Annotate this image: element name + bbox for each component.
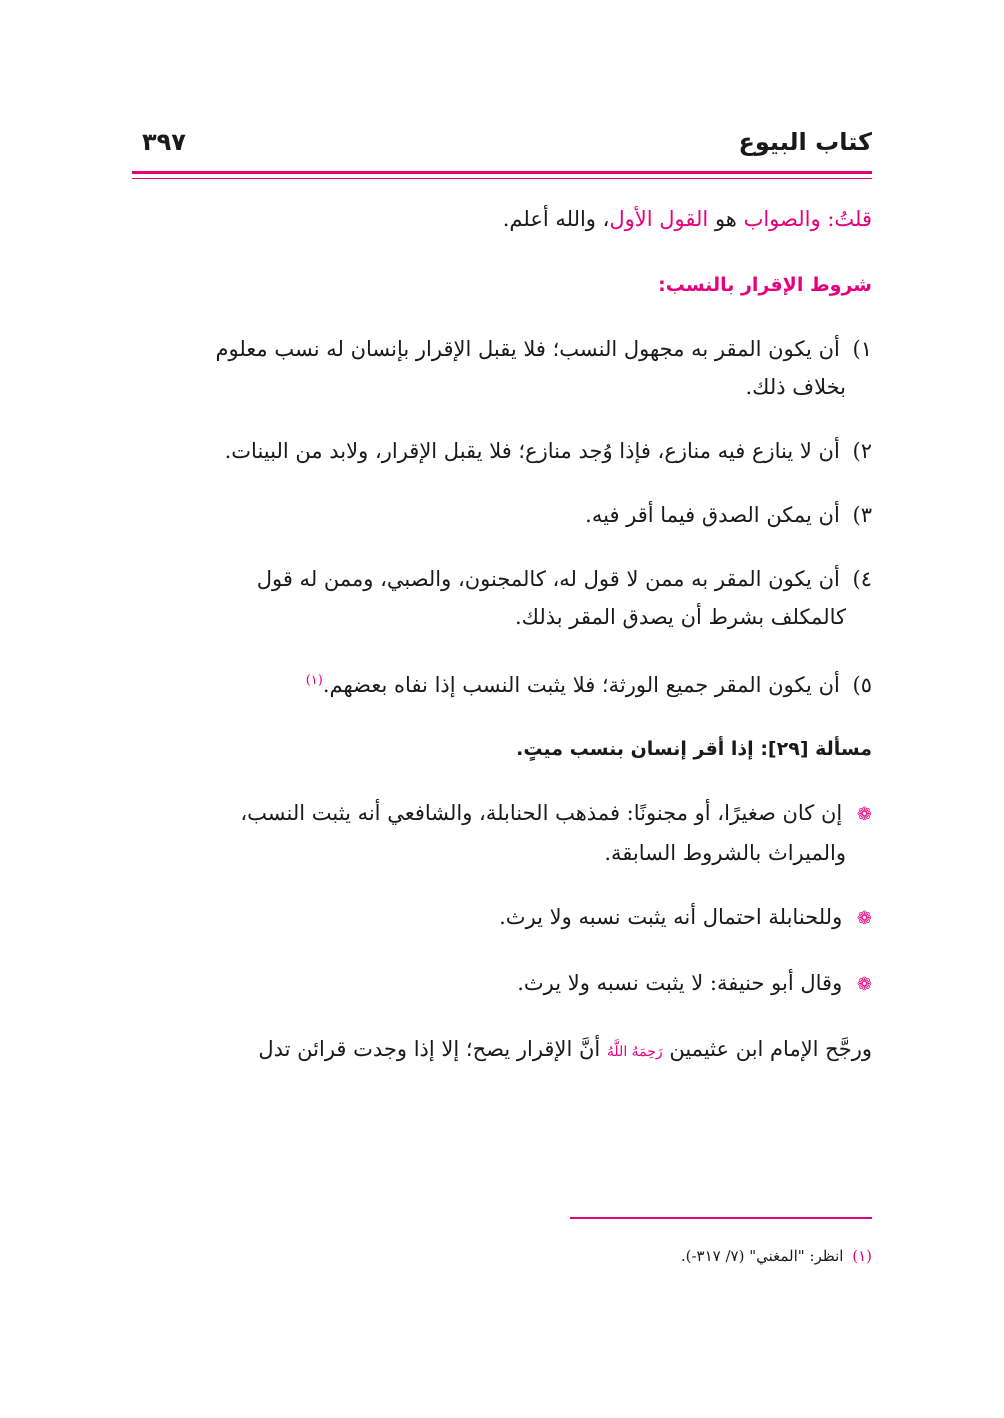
footnote bbox=[132, 1244, 872, 1268]
qult-label: قلتُ: bbox=[827, 207, 872, 231]
sawab-label: والصواب bbox=[743, 207, 821, 231]
condition-number: ٢) bbox=[852, 439, 872, 463]
bullet-item-1 bbox=[132, 794, 872, 872]
bullet-item-3 bbox=[132, 964, 872, 1004]
condition-item-2 bbox=[132, 432, 872, 470]
main-text bbox=[132, 200, 872, 1099]
condition-text: أن يكون المقر به مجهول النسب؛ فلا يقبل الإقرار بإنسان له نسب معلوم bbox=[215, 337, 840, 361]
condition-number: ٤) bbox=[852, 567, 872, 591]
closing-paragraph bbox=[132, 1030, 872, 1071]
condition-item-3 bbox=[132, 496, 872, 534]
masala-label: مسألة [٢٩]: bbox=[760, 738, 872, 760]
huwa-word: هو bbox=[714, 207, 737, 231]
header-rule-thick bbox=[132, 171, 872, 174]
condition-number: ١) bbox=[852, 337, 872, 361]
section-heading: شروط الإقرار بالنسب: bbox=[658, 274, 872, 296]
bullet-text: وللحنابلة احتمال أنه يثبت نسبه ولا يرث. bbox=[499, 905, 843, 929]
header-rule-thin bbox=[132, 178, 872, 179]
footnote-text: انظر: "المغني" (٧/ ٣١٧-). bbox=[680, 1247, 844, 1265]
footnote-number: (١) bbox=[852, 1247, 872, 1265]
closing-after: أنَّ الإقرار يصح؛ إلا إذا وجدت قرائن تدل bbox=[258, 1037, 601, 1061]
closing-before: ورجَّح الإمام ابن عثيمين bbox=[669, 1037, 872, 1061]
condition-text: أن يكون المقر جميع الورثة؛ فلا يثبت النسب إذا نفاه بعضهم. bbox=[322, 673, 840, 697]
page-number: ٣٩٧ bbox=[142, 128, 186, 156]
bullet-text: إن كان صغيرًا، أو مجنونًا: فمذهب الحنابلة، والشافعي أنه يثبت النسب، bbox=[240, 801, 843, 825]
bullet-item-2 bbox=[132, 898, 872, 938]
condition-item-5 bbox=[132, 662, 872, 704]
flower-bullet-icon: ❁ bbox=[856, 908, 872, 929]
footnote-reference[interactable]: (١) bbox=[305, 673, 323, 688]
condition-number: ٣) bbox=[852, 503, 872, 527]
condition-text: أن يكون المقر به ممن لا قول له، كالمجنون، والصبي، وممن له قول bbox=[256, 567, 840, 591]
honorific-text: رَحِمَهُ اللَّهُ bbox=[606, 1044, 663, 1060]
condition-continuation: كالمكلف بشرط أن يصدق المقر بذلك. bbox=[514, 605, 846, 629]
qawl-awwal: القول الأول bbox=[609, 207, 709, 231]
masala-title: إذا أقر إنسان بنسب ميتٍ. bbox=[516, 738, 754, 760]
condition-text: أن يمكن الصدق فيما أقر فيه. bbox=[585, 503, 840, 527]
condition-text: أن لا ينازع فيه منازع، فإذا وُجد منازع؛ فلا يقبل الإقرار، ولابد من البينات. bbox=[224, 439, 840, 463]
footnote-separator bbox=[570, 1217, 872, 1219]
intro-ending: ، والله أعلم. bbox=[502, 207, 610, 231]
condition-item-4 bbox=[132, 560, 872, 636]
condition-continuation: بخلاف ذلك. bbox=[745, 375, 846, 399]
condition-number: ٥) bbox=[852, 673, 872, 697]
bullet-continuation: والميراث بالشروط السابقة. bbox=[604, 841, 846, 865]
condition-item-1 bbox=[132, 330, 872, 406]
page-header bbox=[132, 128, 872, 168]
intro-paragraph bbox=[132, 200, 872, 238]
flower-bullet-icon: ❁ bbox=[856, 804, 872, 825]
flower-bullet-icon: ❁ bbox=[856, 974, 872, 995]
masala-heading bbox=[132, 730, 872, 768]
bullet-text: وقال أبو حنيفة: لا يثبت نسبه ولا يرث. bbox=[517, 971, 843, 995]
book-title: كتاب البيوع bbox=[738, 128, 872, 156]
